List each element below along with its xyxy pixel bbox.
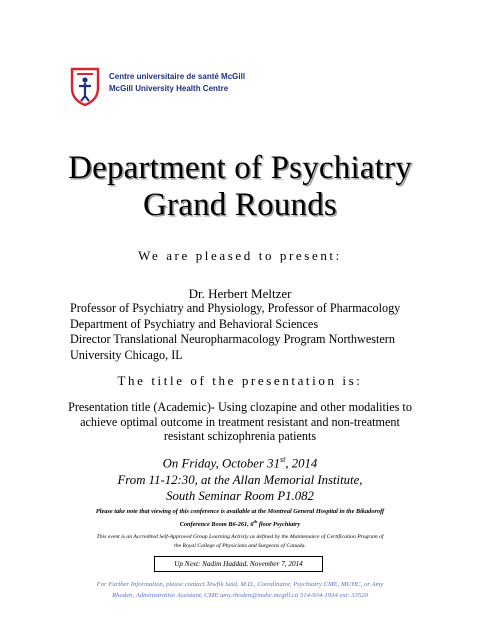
event-details — [0, 452, 480, 505]
viewing-note-suffix: floor Psychiatry — [257, 521, 301, 529]
speaker-name: Dr. Herbert Meltzer — [188, 286, 292, 301]
viewing-note-line — [0, 517, 480, 530]
accreditation-line: This event is an Accredited Self-Approved Group Learning Activity as defined by the Maintenance of Certification Program of — [96, 534, 384, 540]
title-line-1: Department of Psychiatry — [68, 150, 412, 186]
event-time-place: From 11-12:30, at the Allan Memorial Institute, — [117, 472, 363, 487]
event-date-year: , 2014 — [285, 456, 318, 471]
organization-name — [109, 71, 245, 95]
accreditation-note — [0, 533, 480, 551]
presentation-title — [0, 400, 480, 444]
up-next-box: Up Next: Nadim Haddad, November 7, 2014 — [154, 556, 323, 572]
viewing-note — [0, 507, 480, 530]
speaker-credential-line: University Chicago, IL — [70, 347, 183, 362]
contact-info — [0, 579, 480, 601]
title-line-2: Grand Rounds — [143, 187, 337, 223]
event-date-suffix: st — [279, 455, 286, 464]
organization-name-en: McGill University Health Centre — [109, 84, 229, 93]
speaker-credential-line: Department of Psychiatry and Behavioral Sciences — [70, 316, 319, 331]
organization-name-fr: Centre universitaire de santé McGill — [109, 72, 246, 81]
contact-line: Rhoden, Administrative Assistant, CME amy.rhoden@muhc.mcgill.ca 514-934-1934 ext: 33520 — [112, 592, 368, 599]
muhc-logo-icon — [70, 66, 100, 106]
title-intro-text: The title of the presentation is: — [117, 373, 363, 388]
viewing-note-sup: th — [253, 519, 258, 524]
contact-line: For Further Information, please contact Tewfik Said, M.D., Coordinator, Psychiatry CME, MUHC, or Amy — [96, 581, 384, 588]
presentation-title-line: achieve optimal outcome in treatment resistant and non-treatment — [80, 414, 400, 429]
viewing-note-line: Please take note that viewing of this conference is available at the Montreal General Hospital in the Bikadoroff — [95, 508, 385, 515]
viewing-note-prefix: Conference Room B6-261, 6 — [179, 521, 254, 529]
intro-text: We are pleased to present: — [138, 248, 342, 263]
page-title — [0, 150, 480, 224]
event-date-prefix: On Friday, October 31 — [162, 456, 280, 471]
speaker-credential-line: Professor of Psychiatry and Physiology, Professor of Pharmacology — [70, 301, 401, 315]
presentation-title-line: Presentation title (Academic)- Using clozapine and other modalities to — [68, 400, 412, 414]
presentation-title-line: resistant schizophrenia patients — [163, 429, 317, 443]
event-date — [0, 452, 480, 472]
speaker-credential-line: Director Translational Neuropharmacology Program Northwestern — [70, 332, 395, 346]
event-room: South Seminar Room P1.082 — [166, 489, 314, 504]
accreditation-line: the Royal College of Physicians and Surgeons of Canada. — [174, 543, 306, 549]
speaker-credentials — [70, 301, 430, 363]
